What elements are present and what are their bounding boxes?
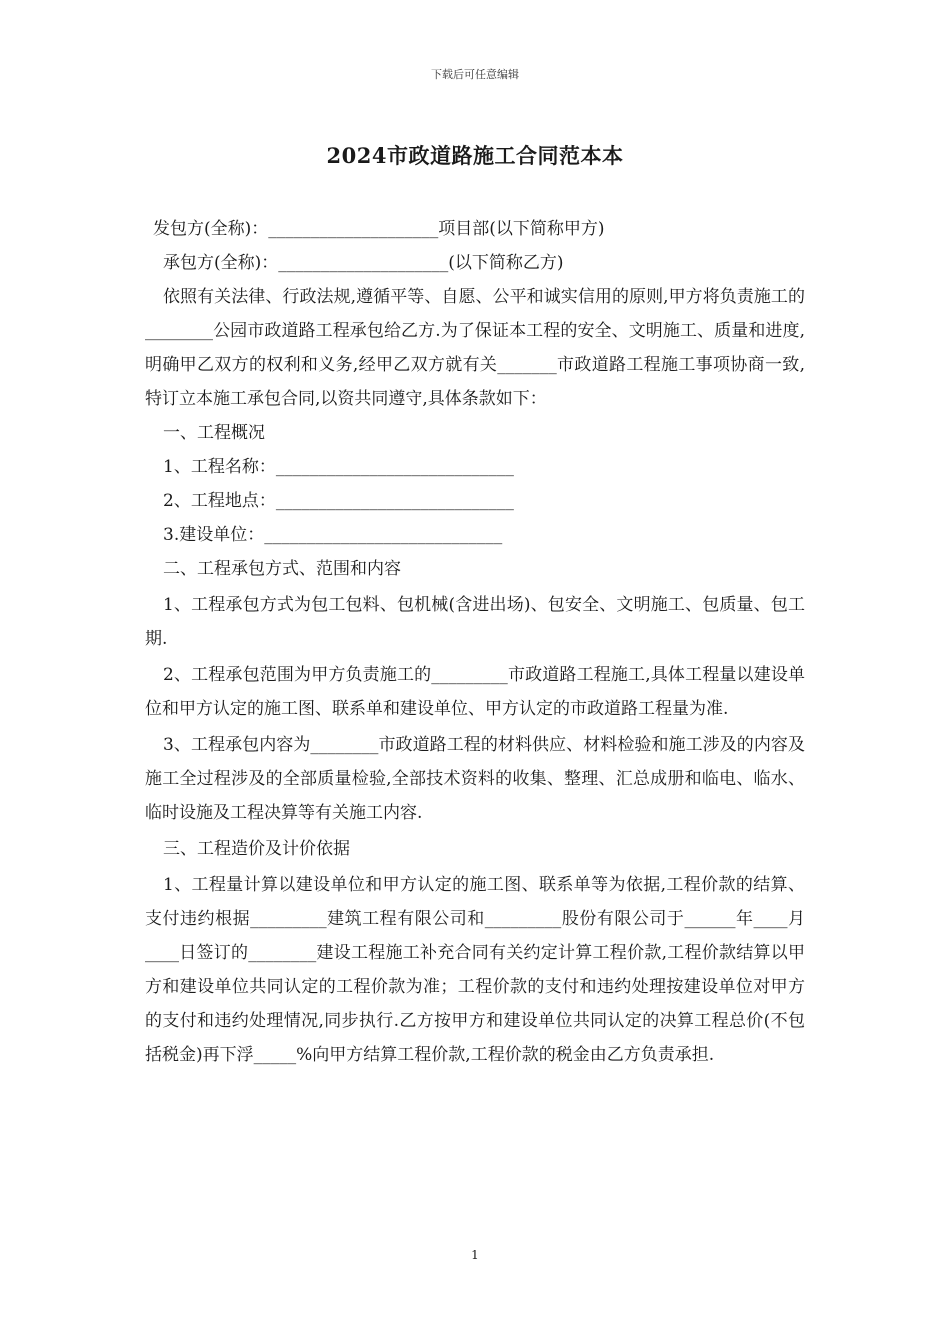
contractor-line: 承包方(全称)：____________________(以下简称乙方) bbox=[163, 253, 564, 273]
contract-content-paragraph: 3、工程承包内容为________市政道路工程的材料供应、材料检验和施工涉及的内容及施工全过程涉及的全部质量检验,全部技术资料的收集、整理、汇总成册和临电、临水、临时设施及工程决算等有关施工内容. bbox=[145, 735, 805, 823]
project-location-item: 2、工程地点：____________________________ bbox=[163, 491, 514, 511]
contract-scope-paragraph: 2、工程承包范围为甲方负责施工的_________市政道路工程施工,具体工程量以建设单位和甲方认定的施工图、联系单和建设单位、甲方认定的市政道路工程量为准. bbox=[145, 665, 805, 719]
section-heading-3: 三、工程造价及计价依据 bbox=[163, 839, 350, 859]
contract-body bbox=[145, 212, 805, 1072]
preamble-paragraph: 依照有关法律、行政法规,遵循平等、自愿、公平和诚实信用的原则,甲方将负责施工的________公园市政道路工程承包给乙方.为了保证本工程的安全、文明施工、质量和进度,明确甲乙双方的权利和义务,经甲乙双方就有关_______市政道路工程施工事项协商一致,特订立本施工承包合同,以资共同遵守,具体条款如下： bbox=[145, 287, 805, 409]
document-title: 2024市政道路施工合同范本本 bbox=[326, 143, 624, 168]
section-heading-2: 二、工程承包方式、范围和内容 bbox=[163, 559, 401, 579]
employer-line: 发包方(全称)：____________________项目部(以下简称甲方) bbox=[153, 219, 605, 239]
header-note: 下载后可任意编辑 bbox=[431, 68, 519, 81]
pricing-basis-paragraph: 1、工程量计算以建设单位和甲方认定的施工图、联系单等为依据,工程价款的结算、支付违约根据_________建筑工程有限公司和_________股份有限公司于______年____月____日签订的________建设工程施工补充合同有关约定计算工程价款,工程价款结算以甲方和建设单位共同认定的工程价款为准；工程价款的支付和违约处理按建设单位对甲方的支付和违约处理情况,同步执行.乙方按甲方和建设单位共同认定的决算工程总价(不包括税金)再下浮_____%向甲方结算工程价款,工程价款的税金由乙方负责承担. bbox=[145, 875, 805, 1065]
project-name-item: 1、工程名称：____________________________ bbox=[163, 457, 514, 477]
contract-mode-paragraph: 1、工程承包方式为包工包料、包机械(含进出场)、包安全、文明施工、包质量、包工期. bbox=[145, 595, 805, 649]
section-heading-1: 一、工程概况 bbox=[163, 423, 265, 443]
construction-unit-item: 3.建设单位：____________________________ bbox=[163, 525, 503, 545]
page-number: 1 bbox=[471, 1248, 479, 1262]
